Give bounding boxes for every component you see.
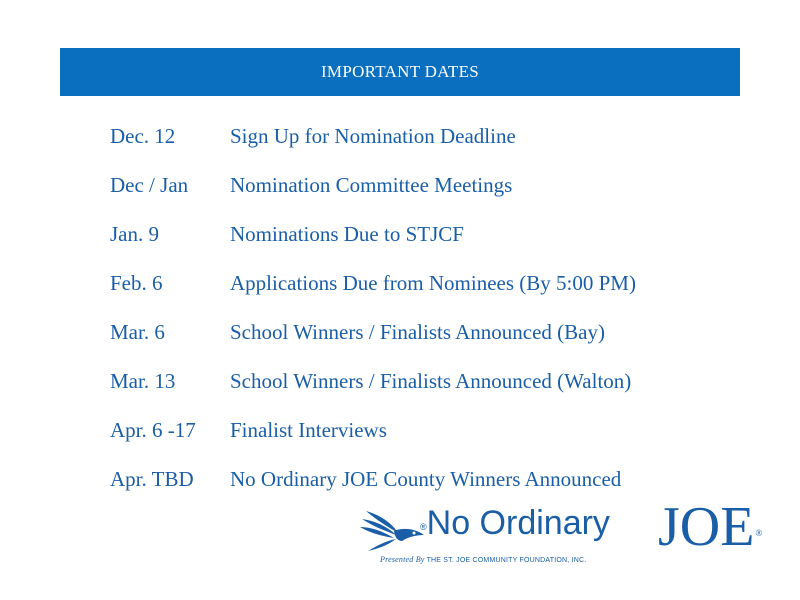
header-bar [60,48,740,96]
no-ordinary-joe-logo [358,497,770,585]
logo-tagline [380,555,670,564]
registered-mark: ® [420,522,427,532]
date-row [110,216,730,265]
event-label: Applications Due from Nominees (By 5:00 PM) [230,271,636,295]
date-row [110,314,730,363]
foundation-name: THE ST. JOE COMMUNITY FOUNDATION, INC. [426,557,587,564]
event-label: School Winners / Finalists Announced (Walton) [230,369,632,393]
page-title: IMPORTANT DATES [320,62,480,81]
logo-wordmark [420,503,610,543]
date-label: Dec. 12 [110,124,176,148]
date-label: Apr. 6 -17 [110,418,196,442]
logo-joe [658,497,761,557]
event-label: Sign Up for Nomination Deadline [230,124,516,148]
date-label: Mar. 6 [110,320,165,344]
date-label: Jan. 9 [110,222,159,246]
date-row [110,265,730,314]
logo-wordmark-text: No Ordinary [426,504,610,542]
date-row [110,167,730,216]
date-label: Dec / Jan [110,173,189,197]
event-label: No Ordinary JOE County Winners Announced [230,467,622,491]
event-label: Nominations Due to STJCF [230,222,464,246]
registered-mark: ® [755,528,763,538]
date-row [110,363,730,412]
event-label: Nomination Committee Meetings [230,173,513,197]
date-row [110,118,730,167]
bird-icon [358,505,428,553]
date-label: Mar. 13 [110,369,176,393]
event-label: Finalist Interviews [230,418,387,442]
logo-joe-text: JOE [658,496,755,558]
event-label: School Winners / Finalists Announced (Bay) [230,320,605,344]
date-label: Feb. 6 [110,271,163,295]
date-label: Apr. TBD [110,467,194,491]
dates-list [110,118,730,510]
date-row [110,412,730,461]
presented-by-label: Presented By [380,555,425,564]
